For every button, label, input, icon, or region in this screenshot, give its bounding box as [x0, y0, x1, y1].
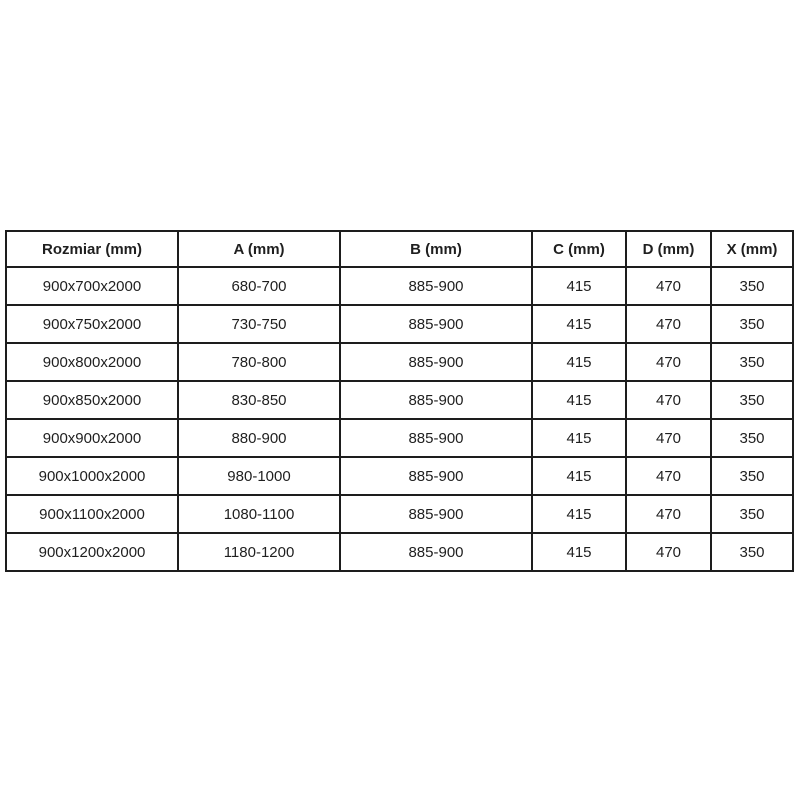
table-cell: 900x850x2000: [6, 381, 178, 419]
table-cell: 900x800x2000: [6, 343, 178, 381]
table-cell: 350: [711, 305, 793, 343]
column-header: X (mm): [711, 231, 793, 267]
table-cell: 415: [532, 495, 626, 533]
table-cell: 900x750x2000: [6, 305, 178, 343]
table-cell: 350: [711, 419, 793, 457]
table-cell: 415: [532, 533, 626, 571]
table-header: [6, 231, 793, 267]
table-cell: 415: [532, 305, 626, 343]
table-cell: 350: [711, 343, 793, 381]
table-cell: 470: [626, 419, 711, 457]
table-cell: 470: [626, 267, 711, 305]
table-row: [6, 267, 793, 305]
table-cell: 780-800: [178, 343, 340, 381]
table-cell: 900x1100x2000: [6, 495, 178, 533]
column-header: A (mm): [178, 231, 340, 267]
table-cell: 350: [711, 381, 793, 419]
table-cell: 470: [626, 381, 711, 419]
table-row: [6, 533, 793, 571]
table-row: [6, 343, 793, 381]
table-row: [6, 495, 793, 533]
table-cell: 730-750: [178, 305, 340, 343]
table-cell: 900x700x2000: [6, 267, 178, 305]
table-cell: 415: [532, 343, 626, 381]
table-cell: 470: [626, 533, 711, 571]
table-cell: 980-1000: [178, 457, 340, 495]
table-row: [6, 381, 793, 419]
table-cell: 470: [626, 457, 711, 495]
table-row: [6, 419, 793, 457]
table-cell: 680-700: [178, 267, 340, 305]
table-cell: 470: [626, 343, 711, 381]
table-cell: 1080-1100: [178, 495, 340, 533]
table-cell: 470: [626, 305, 711, 343]
table-cell: 1180-1200: [178, 533, 340, 571]
table-cell: 900x1200x2000: [6, 533, 178, 571]
table-cell: 900x900x2000: [6, 419, 178, 457]
table-row: [6, 457, 793, 495]
table-cell: 415: [532, 381, 626, 419]
table-cell: 885-900: [340, 381, 532, 419]
dimension-spec-table: [5, 230, 794, 572]
table-cell: 830-850: [178, 381, 340, 419]
table-cell: 350: [711, 457, 793, 495]
table-cell: 885-900: [340, 343, 532, 381]
column-header: C (mm): [532, 231, 626, 267]
table-cell: 885-900: [340, 419, 532, 457]
table-cell: 885-900: [340, 305, 532, 343]
table-cell: 900x1000x2000: [6, 457, 178, 495]
header-row: [6, 231, 793, 267]
table-cell: 885-900: [340, 495, 532, 533]
dimension-spec-table-wrap: [5, 230, 792, 572]
table-cell: 350: [711, 495, 793, 533]
table-cell: 885-900: [340, 457, 532, 495]
table-cell: 415: [532, 419, 626, 457]
table-cell: 415: [532, 267, 626, 305]
table-cell: 885-900: [340, 533, 532, 571]
table-cell: 470: [626, 495, 711, 533]
table-row: [6, 305, 793, 343]
table-cell: 350: [711, 267, 793, 305]
table-cell: 880-900: [178, 419, 340, 457]
table-cell: 350: [711, 533, 793, 571]
column-header: Rozmiar (mm): [6, 231, 178, 267]
table-cell: 885-900: [340, 267, 532, 305]
column-header: D (mm): [626, 231, 711, 267]
table-cell: 415: [532, 457, 626, 495]
table-body: [6, 267, 793, 571]
column-header: B (mm): [340, 231, 532, 267]
